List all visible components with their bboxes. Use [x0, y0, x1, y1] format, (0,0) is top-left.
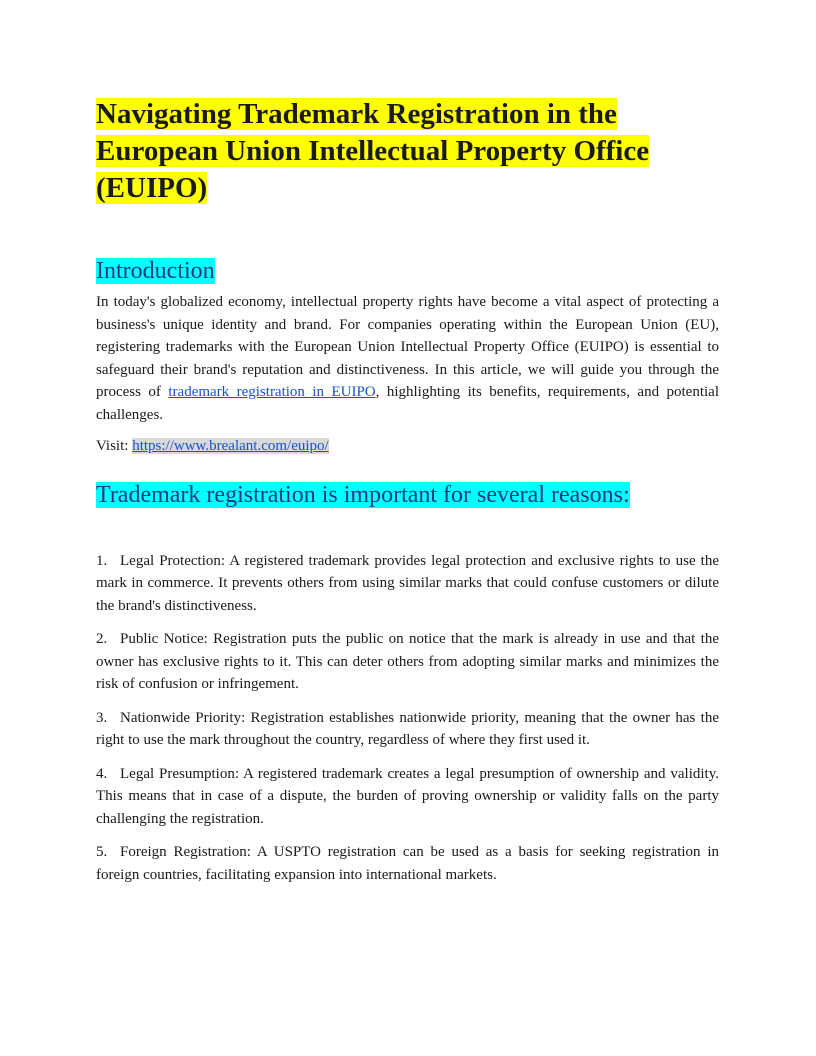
- list-item-number: 1.: [96, 552, 108, 569]
- list-item: [96, 707, 719, 752]
- list-item-number: 4.: [96, 765, 108, 782]
- reasons-heading-text: Trademark registration is important for several reasons:: [96, 481, 630, 508]
- list-item-text: Nationwide Priority: Registration establishes nationwide priority, meaning that the owner has the right to use the mark throughout the country, regardless of where they first used it.: [96, 709, 719, 748]
- list-item: [96, 763, 719, 831]
- visit-url-link[interactable]: https://www.brealant.com/euipo/: [132, 438, 329, 454]
- list-item-text: Foreign Registration: A USPTO registration can be used as a basis for seeking registration in foreign countries, facilitating expansion into international markets.: [96, 844, 719, 883]
- visit-line: [96, 435, 719, 458]
- list-item-number: 5.: [96, 844, 108, 860]
- list-item: [96, 550, 719, 618]
- reasons-list: [96, 550, 719, 887]
- trademark-registration-link[interactable]: trademark registration in EUIPO: [168, 384, 376, 400]
- list-item-text: Legal Protection: A registered trademark provides legal protection and exclusive rights to use the mark in commerce. It prevents others from using similar marks that could confuse customers or dilute the brand's distinctiveness.: [96, 552, 719, 614]
- intro-text-after: , highlighting its benefits, requirements, and potential challenges.: [96, 384, 719, 423]
- intro-heading-text: Introduction: [96, 258, 215, 284]
- list-item-number: 3.: [96, 709, 108, 726]
- list-item: [96, 628, 719, 696]
- list-item-text: Public Notice: Registration puts the public on notice that the mark is already in use and that the owner has exclusive rights to it. This can deter others from adopting similar marks and minimizes the risk of confusion or infringement.: [96, 631, 719, 692]
- list-item-number: 2.: [96, 631, 108, 647]
- document-title: [96, 96, 719, 207]
- document-page: [96, 96, 719, 897]
- reasons-heading: [96, 480, 719, 510]
- intro-heading: [96, 256, 719, 286]
- visit-label: Visit:: [96, 438, 133, 454]
- list-item-text: Legal Presumption: A registered trademark creates a legal presumption of ownership and validity. This means that in case of a dispute, the burden of proving ownership or validity falls on the party challenging the registration.: [96, 765, 719, 827]
- list-item: [96, 841, 719, 886]
- document-title-text: Navigating Trademark Registration in the European Union Intellectual Property Office (EUIPO): [96, 98, 650, 204]
- intro-paragraph: [96, 291, 719, 426]
- intro-text-before: In today's globalized economy, intellectual property rights have become a vital aspect of protecting a business's unique identity and brand. For companies operating within the European Union (EU), registering trademarks with the European Union Intellectual Property Office (EUIPO) is essential to safeguard their brand's reputation and distinctiveness. In this article, we will guide you through the process of: [96, 294, 719, 400]
